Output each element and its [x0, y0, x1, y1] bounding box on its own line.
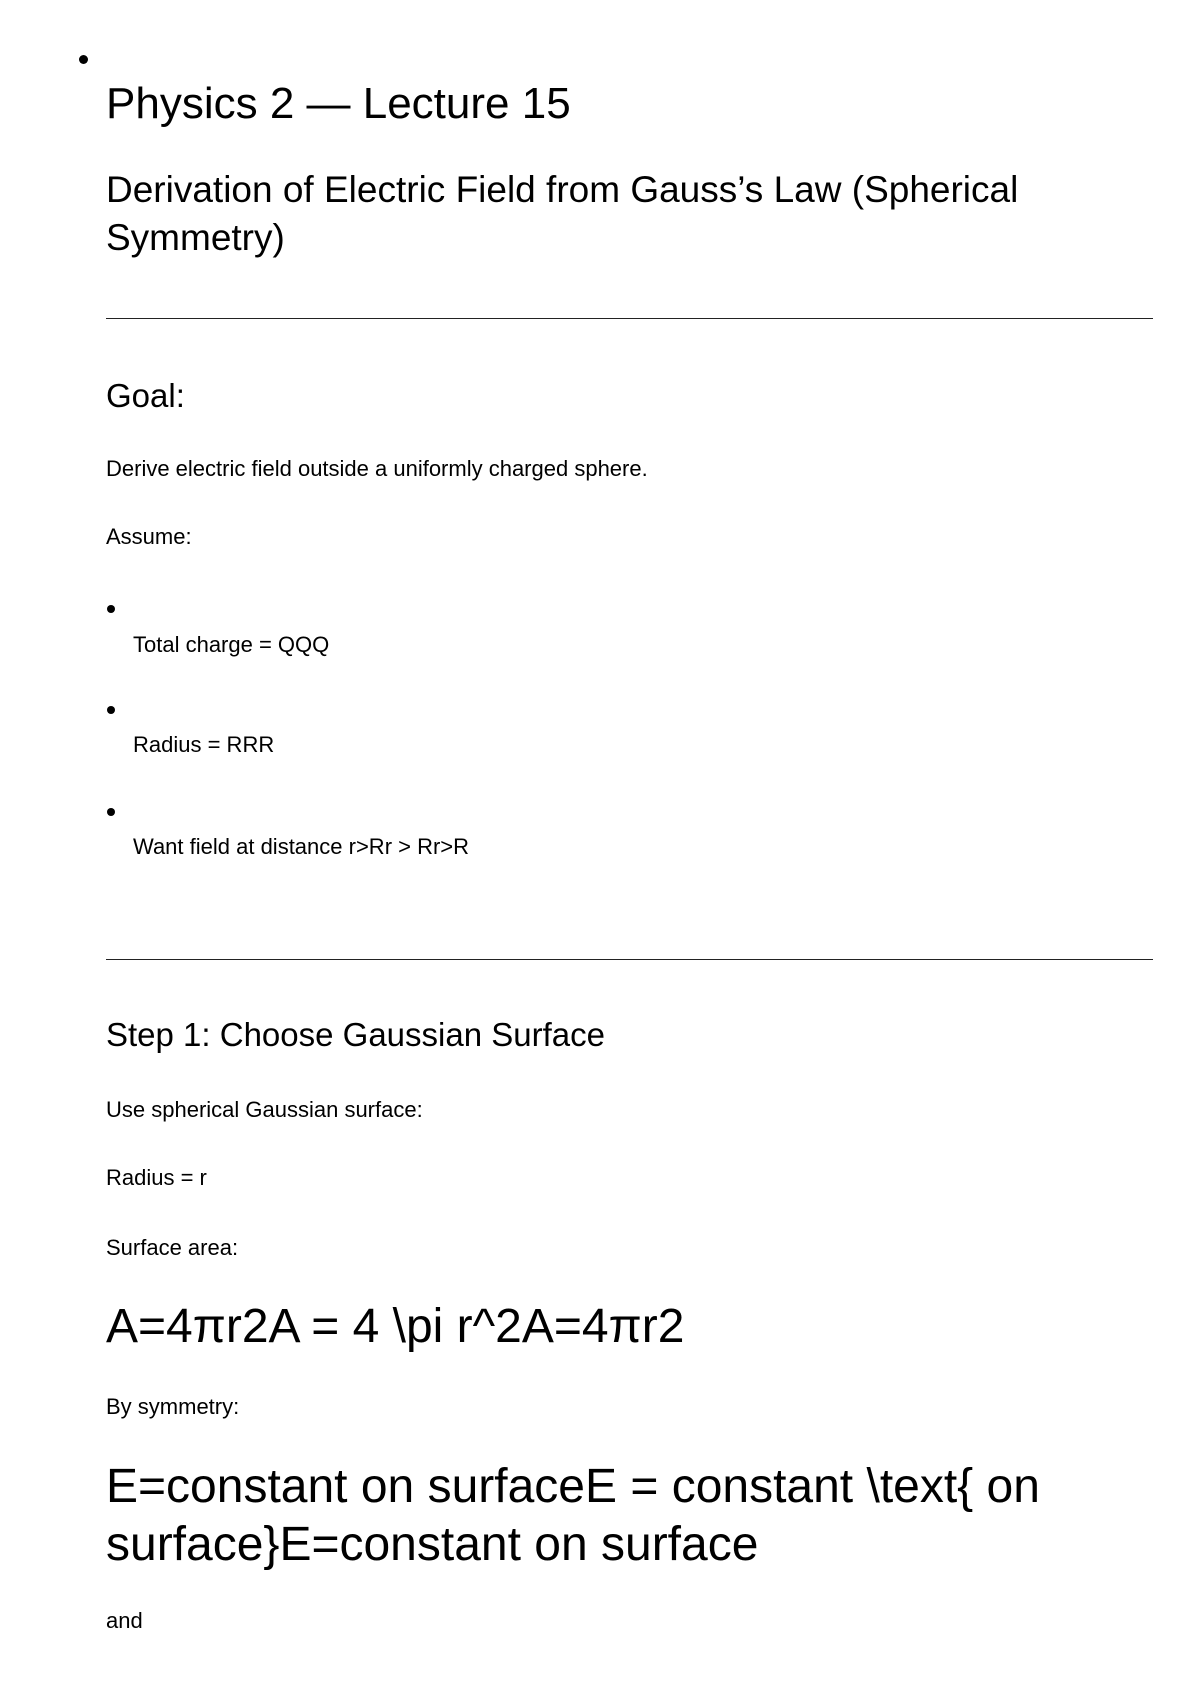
goal-heading: Goal: — [106, 377, 185, 414]
divider — [106, 959, 1153, 960]
goal-text: Derive electric field outside a uniformly charged sphere. — [106, 456, 648, 481]
formula-field-constant: E=constant on surfaceE = constant \text{ on surface}E=constant on surface — [106, 1460, 1040, 1571]
list-item: Radius = RRR — [133, 732, 275, 757]
page-title: Physics 2 — Lecture 15 — [106, 79, 571, 128]
step1-line: Surface area: — [106, 1235, 239, 1260]
formula-surface-area: A=4πr2A = 4 \pi r^2A=4πr2 — [106, 1300, 685, 1353]
list-bullet — [107, 706, 115, 714]
step1-line: By symmetry: — [106, 1394, 240, 1419]
assume-label: Assume: — [106, 524, 192, 549]
divider — [106, 318, 1153, 319]
list-item: Total charge = QQQ — [133, 632, 330, 657]
list-item: Want field at distance r>Rr > Rr>R — [133, 834, 470, 859]
step1-line: Radius = r — [106, 1165, 207, 1190]
step1-line: and — [106, 1608, 143, 1633]
list-bullet — [79, 55, 88, 64]
list-bullet — [107, 605, 115, 613]
step1-heading: Step 1: Choose Gaussian Surface — [106, 1016, 605, 1053]
step1-line: Use spherical Gaussian surface: — [106, 1097, 423, 1122]
page-subtitle: Derivation of Electric Field from Gauss’s Law (Spherical Symmetry) — [106, 169, 1019, 258]
list-bullet — [107, 808, 115, 816]
